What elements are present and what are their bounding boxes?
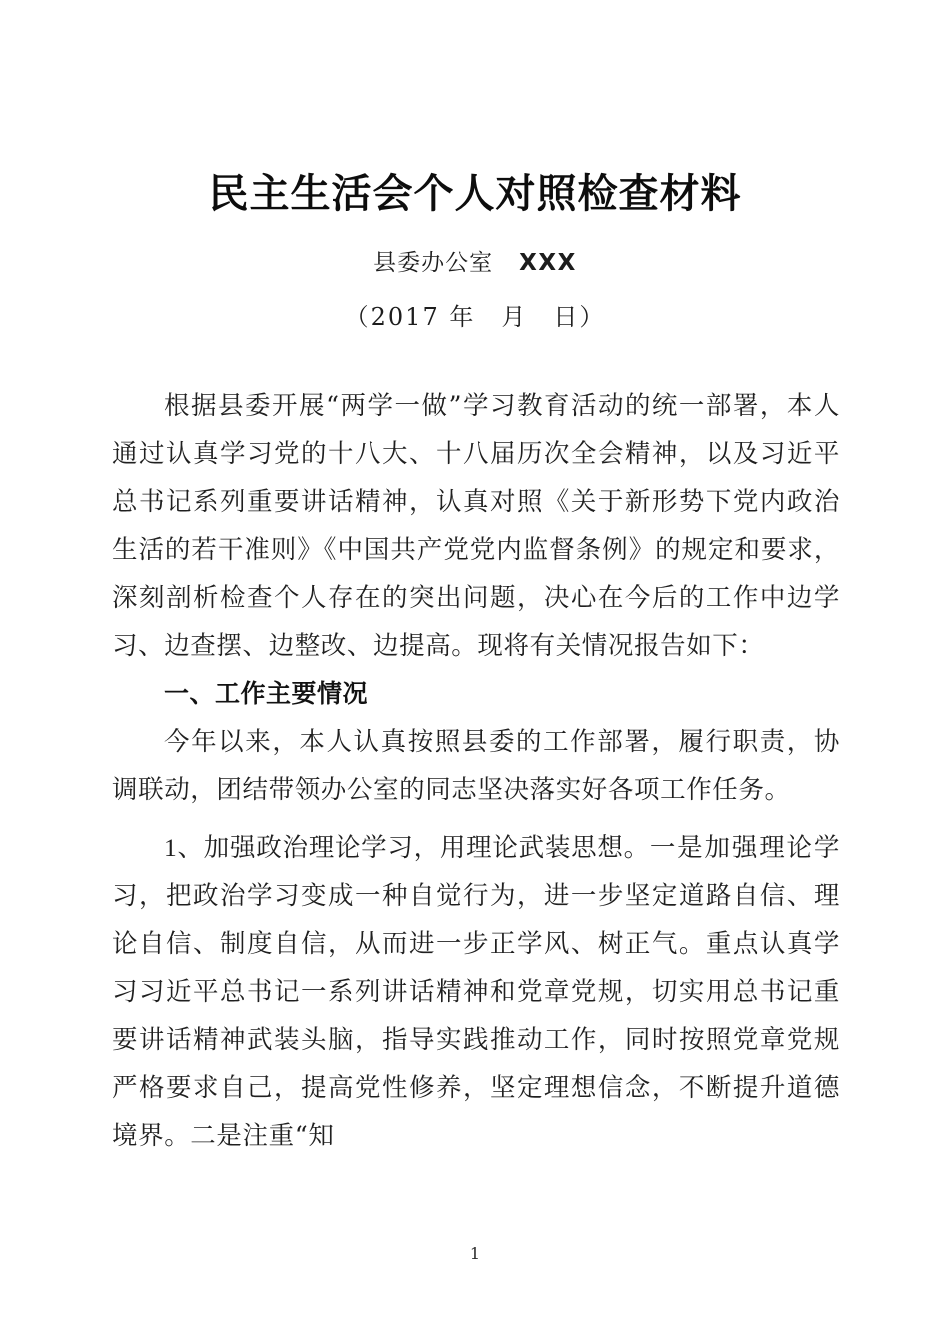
title-block: [0, 168, 950, 332]
byline-unit: 县委办公室: [373, 250, 494, 276]
section-heading-1: 一、工作主要情况: [164, 679, 369, 708]
paragraph-item-1: [112, 824, 840, 1160]
paragraph-intro: 根据县委开展“两学一做”学习教育活动的统一部署，本人通过认真学习党的十八大、十八届历次全会精神，以及习近平总书记系列重要讲话精神，认真对照《关于新形势下党内政治生活的若干准则》《中国共产党党内监督条例》的规定和要求，深刻剖析检查个人存在的突出问题，决心在今后的工作中边学习、边查摆、边整改、边提高。现将有关情况报告如下：: [112, 391, 840, 661]
paragraph-section-1-body: 今年以来，本人认真按照县委的工作部署，履行职责，协调联动，团结带领办公室的同志坚决落实好各项工作任务。: [112, 727, 840, 805]
byline: [0, 248, 950, 278]
document-body: [112, 382, 840, 1160]
dateline: （2017 年 月 日）: [344, 303, 606, 331]
paragraph-item-1-lead: 1、加强政治理论学习，用理论武装思想。: [164, 833, 650, 862]
byline-author: XXX: [519, 250, 577, 276]
paragraph-spacer: [112, 814, 840, 824]
page-number: 1: [469, 1244, 481, 1263]
page-title: 民主生活会个人对照检查材料: [208, 170, 742, 217]
paragraph-item-1-text: 一是加强理论学习，把政治学习变成一种自觉行为，进一步坚定道路自信、理论自信、制度自信，从而进一步正学风、树正气。重点认真学习习近平总书记一系列讲话精神和党章党规，切实用总书记重要讲话精神武装头脑，指导实践推动工作，同时按照党章党规严格要求自己，提高党性修养，坚定理想信念，不断提升道德境界。二是注重“知: [112, 833, 840, 1151]
